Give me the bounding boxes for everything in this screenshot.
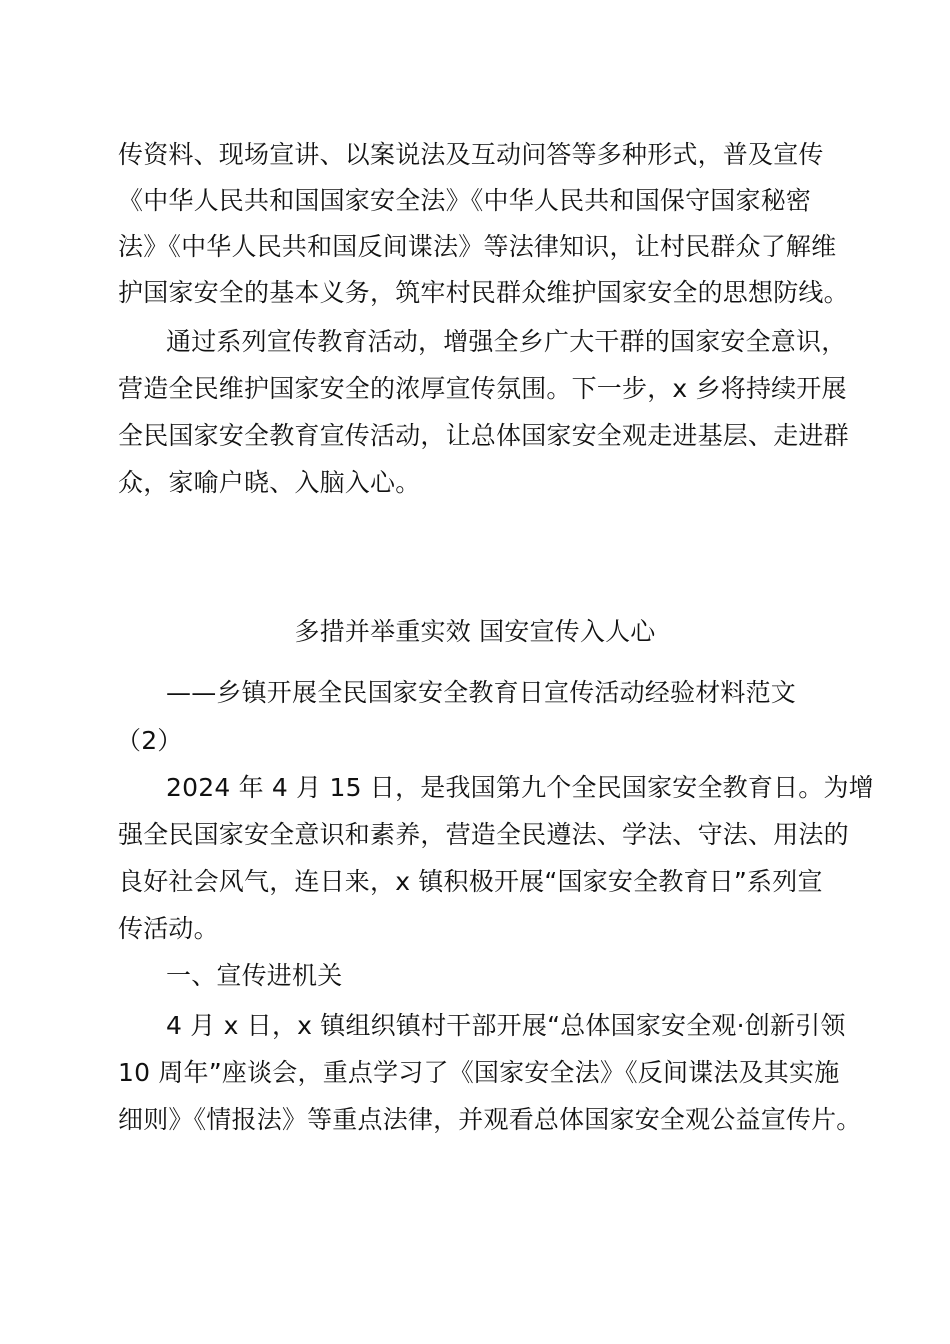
article-subtitle: ——乡镇开展全民国家安全教育日宣传活动经验材料范文 bbox=[166, 678, 797, 707]
paragraph-line: 众，家喻户晓、入脑入心。 bbox=[118, 468, 421, 497]
paragraph-line: 传活动。 bbox=[118, 914, 219, 943]
paragraph-line: 细则》《情报法》等重点法律，并观看总体国家安全观公益宣传片。 bbox=[118, 1105, 862, 1134]
paragraph-line: 营造全民维护国家安全的浓厚宣传氛围。下一步，x 乡将持续开展 bbox=[118, 374, 847, 403]
paragraph-line: 全民国家安全教育宣传活动，让总体国家安全观走进基层、走进群 bbox=[118, 421, 849, 450]
paragraph-line: 2024 年 4 月 15 日，是我国第九个全民国家安全教育日。为增 bbox=[166, 773, 874, 802]
paragraph-line: 10 周年”座谈会，重点学习了《国家安全法》《反间谍法及其实施 bbox=[118, 1058, 840, 1087]
paragraph-line: 通过系列宣传教育活动，增强全乡广大干群的国家安全意识， bbox=[166, 327, 847, 356]
paragraph-line: 护国家安全的基本义务，筑牢村民群众维护国家安全的思想防线。 bbox=[118, 278, 849, 307]
paragraph-line: 《中华人民共和国国家安全法》《中华人民共和国保守国家秘密 bbox=[118, 186, 812, 215]
section-heading: 一、宣传进机关 bbox=[166, 961, 343, 990]
article-subtitle-cont: （2） bbox=[116, 726, 183, 755]
article-title: 多措并举重实效 国安宣传入人心 bbox=[294, 617, 656, 646]
paragraph-line: 良好社会风气，连日来，x 镇积极开展“国家安全教育日”系列宣 bbox=[118, 867, 823, 896]
paragraph-line: 法》《中华人民共和国反间谍法》等法律知识，让村民群众了解维 bbox=[118, 232, 837, 261]
paragraph-line: 4 月 x 日，x 镇组织镇村干部开展“总体国家安全观·创新引领 bbox=[166, 1011, 846, 1040]
paragraph-line: 传资料、现场宣讲、以案说法及互动问答等多种形式，普及宣传 bbox=[118, 140, 824, 169]
paragraph-line: 强全民国家安全意识和素养，营造全民遵法、学法、守法、用法的 bbox=[118, 820, 849, 849]
